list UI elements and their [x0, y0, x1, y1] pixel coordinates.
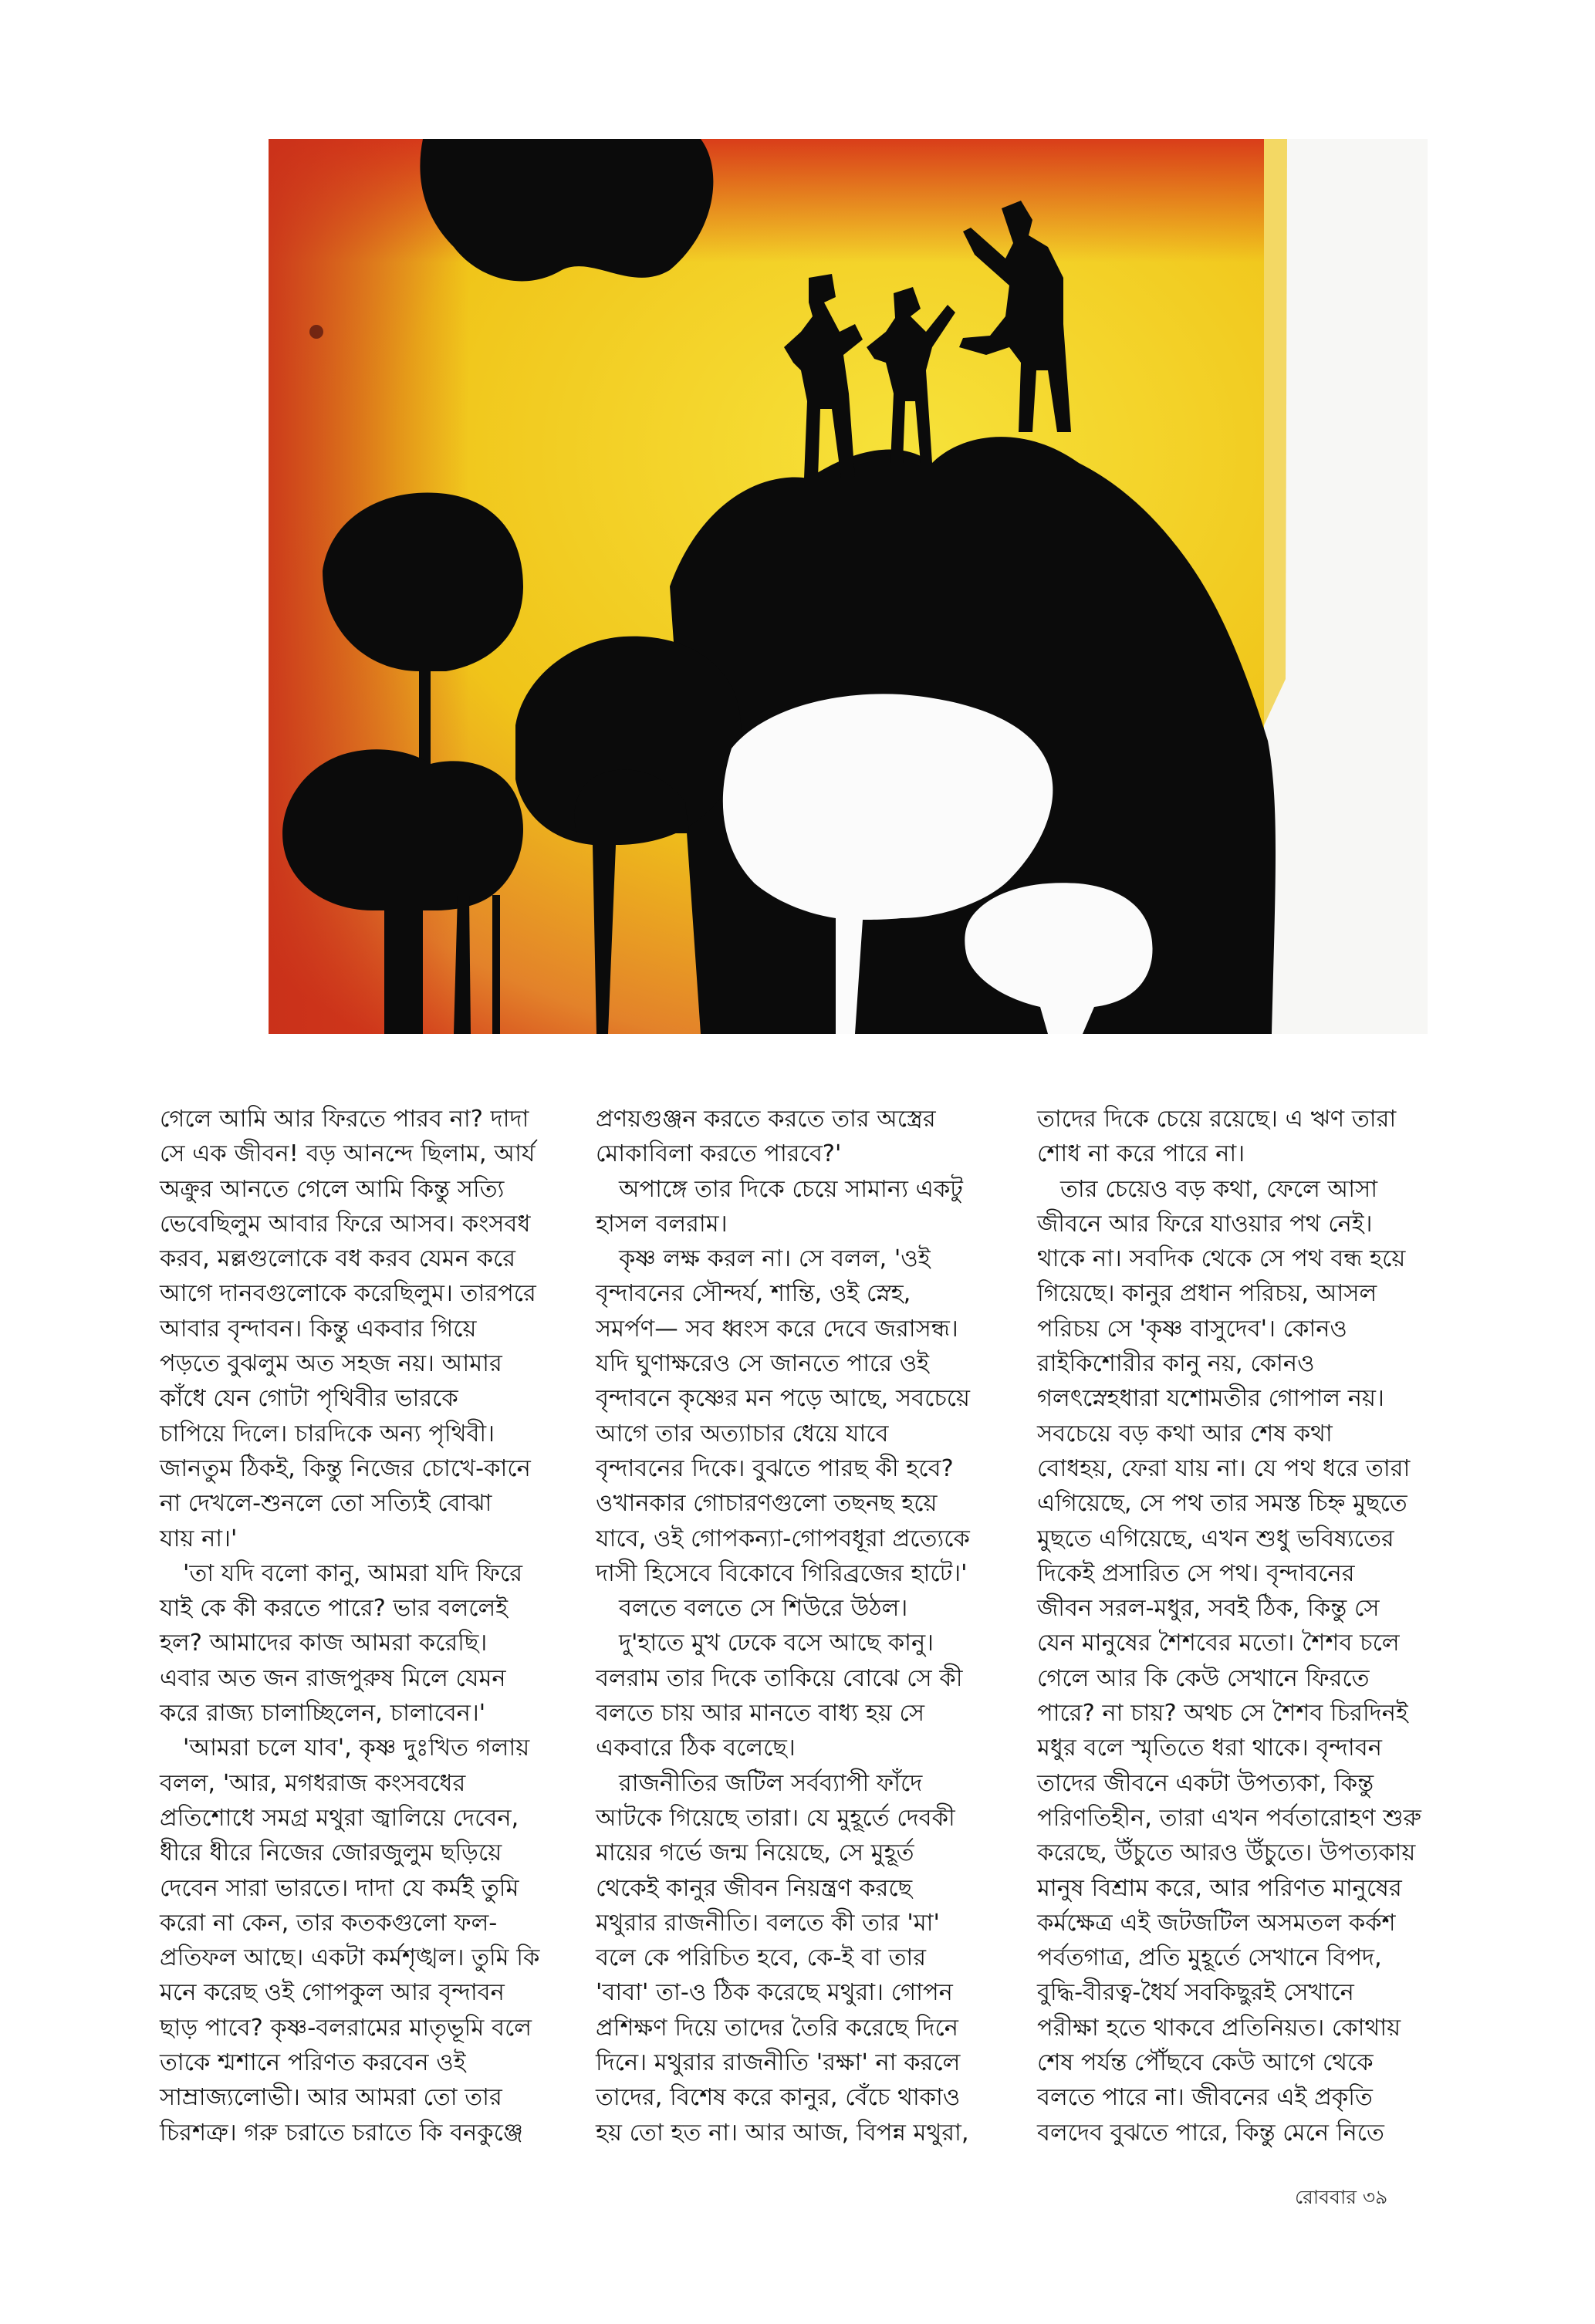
article-column-2	[596, 1102, 997, 2150]
article-text-line: অপাঙ্গে তার দিকে চেয়ে সামান্য একটু	[619, 1175, 963, 1203]
article-text-line: রাজনীতির জটিল সর্বব্যাপী ফাঁদে	[619, 1769, 923, 1797]
article-text-line: ওখানকার গোচারণগুলো তছনছ হয়ে	[596, 1490, 938, 1518]
article-text-line: দেবেন সারা ভারতে। দাদা যে কর্মই তুমি	[160, 1874, 519, 1902]
article-text-line: করেছে, উঁচুতে আরও উঁচুতে। উপত্যকায়	[1037, 1839, 1416, 1867]
article-text-line: বলদেব বুঝতে পারে, কিন্তু মেনে নিতে	[1037, 2119, 1384, 2147]
article-text-line: বুদ্ধি-বীরত্ব-ধৈর্য সবকিছুরই সেখানে	[1037, 1979, 1354, 2007]
article-text-line: হল? আমাদের কাজ আমরা করেছি।	[160, 1630, 488, 1657]
article-column-3	[1037, 1102, 1438, 2150]
article-text-line: কর্মক্ষেত্র এই জটজটিল অসমতল কর্কশ	[1037, 1909, 1396, 1937]
article-text-line: বলতে বলতে সে শিউরে উঠল।	[619, 1595, 908, 1623]
article-text-line: পরিণতিহীন, তারা এখন পর্বতারোহণ শুরু	[1037, 1804, 1421, 1832]
article-text-line: ছাড় পাবে? কৃষ্ণ-বলরামের মাতৃভূমি বলে	[160, 2014, 532, 2042]
article-text-line: আটকে গিয়েছে তারা। যে মুহূর্তে দেবকী	[596, 1804, 955, 1832]
article-text-line: সাম্রাজ্যলোভী। আর আমরা তো তার	[160, 2084, 502, 2112]
article-text-line: বৃন্দাবনের দিকে। বুঝতে পারছ কী হবে?	[596, 1454, 954, 1482]
article-text-line: মানুষ বিশ্রাম করে, আর পরিণত মানুষের	[1037, 1874, 1402, 1902]
article-text-line: যায় না।'	[160, 1525, 238, 1552]
article-text-line: করে রাজ্য চালাচ্ছিলেন, চালাবেন।'	[160, 1700, 486, 1728]
article-text-line: প্রতিফল আছে। একটা কর্মশৃঙ্খল। তুমি কি	[160, 1944, 540, 1972]
article-text-line: মুছতে এগিয়েছে, এখন শুধু ভবিষ্যতের	[1037, 1525, 1394, 1552]
article-text-line: গেলে আর কি কেউ সেখানে ফিরতে	[1037, 1664, 1370, 1692]
painted-illustration-icon	[269, 139, 1428, 1034]
article-text-line: ধীরে ধীরে নিজের জোরজুলুম ছড়িয়ে	[160, 1839, 502, 1867]
article-text-line: থেকেই কানুর জীবন নিয়ন্ত্রণ করছে	[596, 1874, 913, 1902]
article-text-line: বৃন্দাবনের সৌন্দর্য, শান্তি, ওই স্নেহ,	[596, 1280, 911, 1308]
article-text-line: জীবনে আর ফিরে যাওয়ার পথ নেই।	[1037, 1210, 1373, 1238]
article-text-line: প্রণয়গুঞ্জন করতে করতে তার অস্ত্রের	[596, 1106, 936, 1133]
article-text-line: যেন মানুষের শৈশবের মতো। শৈশব চলে	[1037, 1630, 1400, 1657]
article-text-line: করব, মল্লগুলোকে বধ করব যেমন করে	[160, 1245, 515, 1273]
article-text-line: মায়ের গর্ভে জন্ম নিয়েছে, সে মুহূর্ত	[596, 1839, 914, 1867]
article-text-line: শেষ পর্যন্ত পৌঁছবে কেউ আগে থেকে	[1037, 2049, 1374, 2077]
article-text-line: এবার অত জন রাজপুরুষ মিলে যেমন	[160, 1664, 506, 1692]
article-text-line: প্রতিশোধে সমগ্র মথুরা জ্বালিয়ে দেবেন,	[160, 1804, 519, 1832]
article-text-line: তাদের দিকে চেয়ে রয়েছে। এ ঋণ তারা	[1037, 1106, 1397, 1133]
article-text-line: হয় তো হত না। আর আজ, বিপন্ন মথুরা,	[596, 2119, 969, 2147]
article-text-line: অক্রুর আনতে গেলে আমি কিন্তু সত্যি	[160, 1175, 505, 1203]
article-text-line: সবচেয়ে বড় কথা আর শেষ কথা	[1037, 1420, 1333, 1447]
article-text-line: মথুরার রাজনীতি। বলতে কী তার 'মা'	[596, 1909, 940, 1937]
article-text-line: রাইকিশোরীর কানু নয়, কোনও	[1037, 1350, 1315, 1378]
article-text-line: পরিচয় সে 'কৃষ্ণ বাসুদেব'। কোনও	[1037, 1315, 1347, 1343]
article-text-line: একবারে ঠিক বলেছে।	[596, 1735, 796, 1762]
article-text-line: চিরশত্রু। গরু চরাতে চরাতে কি বনকুঞ্জে	[160, 2119, 523, 2147]
article-text-line: বৃন্দাবনে কৃষ্ণের মন পড়ে আছে, সবচেয়ে	[596, 1385, 971, 1413]
article-text-line: বলতে পারে না। জীবনের এই প্রকৃতি	[1037, 2084, 1373, 2112]
article-text-line: সে এক জীবন! বড় আনন্দে ছিলাম, আর্য	[160, 1140, 536, 1168]
article-text-line: হাসল বলরাম।	[596, 1210, 728, 1238]
article-text-line: মধুর বলে স্মৃতিতে ধরা থাকে। বৃন্দাবন	[1037, 1735, 1382, 1762]
article-text-line: 'তা যদি বলো কানু, আমরা যদি ফিরে	[183, 1559, 522, 1587]
article-text-line: পর্বতগাত্র, প্রতি মুহূর্তে সেখানে বিপদ,	[1037, 1944, 1382, 1972]
article-text-line: পারে? না চায়? অথচ সে শৈশব চিরদিনই	[1037, 1700, 1408, 1728]
article-text-line: দু'হাতে মুখ ঢেকে বসে আছে কানু।	[619, 1630, 934, 1657]
article-text-line: গলৎস্নেহধারা যশোমতীর গোপাল নয়।	[1037, 1385, 1384, 1413]
article-text-line: দাসী হিসেবে বিকোবে গিরিব্রজের হাটে।'	[596, 1559, 968, 1587]
article-text-line: আগে তার অত্যাচার ধেয়ে যাবে	[596, 1420, 889, 1447]
article-text-line: মনে করেছ ওই গোপকুল আর বৃন্দাবন	[160, 1979, 505, 2007]
page-footer-folio: রোববার ৩৯	[1295, 2186, 1388, 2208]
article-text-line: সমর্পণ— সব ধ্বংস করে দেবে জরাসন্ধ।	[596, 1315, 958, 1343]
article-text-line: কৃষ্ণ লক্ষ করল না। সে বলল, 'ওই	[619, 1245, 931, 1273]
article-text-line: থাকে না। সবদিক থেকে সে পথ বন্ধ হয়ে	[1037, 1245, 1406, 1273]
article-text-line: পড়তে বুঝলুম অত সহজ নয়। আমার	[160, 1350, 502, 1378]
article-text-line: 'বাবা' তা-ও ঠিক করেছে মথুরা। গোপন	[596, 1979, 953, 2007]
article-text-line: যাবে, ওই গোপকন্যা-গোপবধূরা প্রত্যেকে	[596, 1525, 970, 1552]
article-text-line: জীবন সরল-মধুর, সবই ঠিক, কিন্তু সে	[1037, 1595, 1380, 1623]
article-column-1	[160, 1102, 561, 2150]
article-text-line: ভেবেছিলুম আবার ফিরে আসব। কংসবধ	[160, 1210, 531, 1238]
article-text-line: বলতে চায় আর মানতে বাধ্য হয় সে	[596, 1700, 925, 1728]
article-text-line: বলরাম তার দিকে তাকিয়ে বোঝে সে কী	[596, 1664, 963, 1692]
article-text-line: প্রশিক্ষণ দিয়ে তাদের তৈরি করেছে দিনে	[596, 2014, 958, 2042]
article-text-line: চাপিয়ে দিলে। চারদিকে অন্য পৃথিবী।	[160, 1420, 495, 1447]
article-text-line: না দেখলে-শুনলে তো সত্যিই বোঝা	[160, 1490, 492, 1518]
paper-margin	[1264, 139, 1428, 1034]
article-text-line: শোধ না করে পারে না।	[1037, 1140, 1245, 1168]
article-text-line: বলে কে পরিচিত হবে, কে-ই বা তার	[596, 1944, 926, 1972]
article-text-line: কাঁধে যেন গোটা পৃথিবীর ভারকে	[160, 1385, 458, 1413]
article-text-line: জানতুম ঠিকই, কিন্তু নিজের চোখে-কানে	[160, 1454, 531, 1482]
article-text-line: বোধহয়, ফেরা যায় না। যে পথ ধরে তারা	[1037, 1454, 1411, 1482]
article-text-line: পরীক্ষা হতে থাকবে প্রতিনিয়ত। কোথায়	[1037, 2014, 1401, 2042]
article-text-line: গেলে আমি আর ফিরতে পারব না? দাদা	[160, 1106, 529, 1133]
article-text-line: দিনে। মথুরার রাজনীতি 'রক্ষা' না করলে	[596, 2049, 961, 2077]
article-text-line: দিকেই প্রসারিত সে পথ। বৃন্দাবনের	[1037, 1559, 1355, 1587]
article-text-line: এগিয়েছে, সে পথ তার সমস্ত চিহ্ন মুছতে	[1037, 1490, 1407, 1518]
article-text-line: তাদের, বিশেষ করে কানুর, বেঁচে থাকাও	[596, 2084, 961, 2112]
article-text-line: করো না কেন, তার কতকগুলো ফল-	[160, 1909, 498, 1937]
article-text-line: তাদের জীবনে একটা উপত্যকা, কিন্তু	[1037, 1769, 1374, 1797]
article-illustration	[269, 139, 1428, 1034]
article-text-line: বলল, 'আর, মগধরাজ কংসবধের	[160, 1769, 466, 1797]
article-text-line: তাকে শ্মশানে পরিণত করবেন ওই	[160, 2049, 466, 2077]
article-text-line: আগে দানবগুলোকে করেছিলুম। তারপরে	[160, 1280, 536, 1308]
article-text-line: 'আমরা চলে যাব', কৃষ্ণ দুঃখিত গলায়	[183, 1735, 530, 1762]
article-text-line: গিয়েছে। কানুর প্রধান পরিচয়, আসল	[1037, 1280, 1377, 1308]
article-text-line: আবার বৃন্দাবন। কিন্তু একবার গিয়ে	[160, 1315, 477, 1343]
article-text-line: তার চেয়েও বড় কথা, ফেলে আসা	[1060, 1175, 1378, 1203]
article-text-line: মোকাবিলা করতে পারবে?'	[596, 1140, 842, 1168]
article-text-line: যদি ঘুণাক্ষরেও সে জানতে পারে ওই	[596, 1350, 930, 1378]
article-text-line: যাই কে কী করতে পারে? ভার বললেই	[160, 1595, 509, 1623]
